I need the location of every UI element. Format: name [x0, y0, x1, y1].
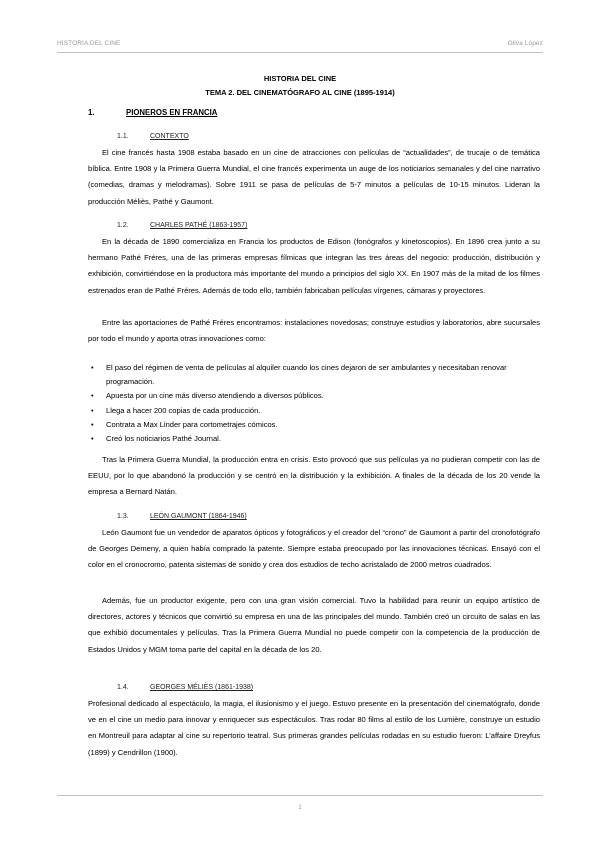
subsection-title: LEÓN GAUMONT (1864-1946) — [150, 513, 247, 520]
paragraph: Tras la Primera Guerra Mundial, la producción entra en crisis. Esto provocó que sus películas ya no pudieran competir con las de EEUU, por lo que abandonó la producción y se centró en la distribución y la exhibición. A finales de la década de los 20 vende la empresa a Bernard Natán. — [88, 455, 540, 497]
subsection-heading — [117, 133, 189, 140]
list-item-text: Contrata a Max Linder para cortometrajes cómicos. — [106, 419, 278, 429]
document-titles — [0, 72, 600, 100]
list-item — [88, 432, 540, 446]
paragraph: Profesional dedicado al espectáculo, la magia, el ilusionismo y el juego. Estuvo presente en la presentación del cinematógrafo, donde ve en el cine un medio para innovar y enriquecer sus espectáculos. Tras rodar 80 films al estilo de los Lumière, construye un estudio en Montreuil para adaptar al cine su repertorio teatral. Sus primeras grandes películas rodadas en su estudio fueron: L’affaire Dreyfus (1899) y Cendrillon (1900). — [88, 699, 540, 757]
list-item-text: El paso del régimen de venta de películas al alquiler cuando los cines dejaron de ser ambulantes y necesitaban renovar programación. — [106, 363, 507, 387]
list-item — [88, 404, 540, 418]
list-item — [88, 361, 540, 389]
subsection-number: 1.4. — [117, 684, 129, 691]
subsection-number: 1.1. — [117, 133, 129, 140]
paragraph: Además, fue un productor exigente, pero con una gran visión comercial. Tuvo la habilidad para reunir un equipo artístico de directores, actores y técnicos que convirtió su empresa en una de las principales del mundo. También creó un circuito de salas en las que exhibió documentales y películas. Tras la Primera Guerra Mundial no puede competir con la competencia de la producción de Estados Unidos y MGM toma parte del capital en la década de los 20. — [88, 596, 540, 654]
chapter-title: TEMA 2. DEL CINEMATÓGRAFO AL CINE (1895-1914) — [205, 88, 395, 97]
paragraph: Entre las aportaciones de Pathé Fréres encontramos: instalaciones novedosas; construye estudios y laboratorios, abre sucursales por todo el mundo y aporta otras innovaciones como: — [88, 318, 540, 344]
section-number: 1. — [88, 108, 95, 117]
subsection-heading — [117, 684, 253, 691]
section-heading — [88, 108, 217, 117]
list-item — [88, 418, 540, 432]
document-title: HISTORIA DEL CINE — [263, 74, 337, 83]
page-number: 1 — [298, 804, 302, 811]
list-item-text: Apuesta por un cine más diverso atendiendo a diversos públicos. — [106, 391, 324, 401]
bullet-icon: • — [91, 419, 94, 429]
section-title: PIONEROS EN FRANCIA — [126, 108, 218, 117]
paragraph: En la década de 1890 comercializa en Francia los productos de Edison (fonógrafos y kinetoscopios). En 1896 crea junto a su hermano Pathé Fréres, una de las primeras empresas fílmicas que integran las tres áreas del negocio: producción, distribución y exhibición, convirtiéndose en la productora más importante del mundo a principios del siglo XX. En 1907 más de la mitad de los filmes estrenados eran de Pathé Fréres. Además de todo ello, también fabricaban películas vírgenes, cámaras y proyectores. — [88, 237, 540, 295]
bullet-icon: • — [91, 363, 94, 372]
header-divider — [57, 52, 543, 53]
list-item-text: Creó los noticiarios Pathé Journal. — [106, 434, 221, 444]
bullet-icon: • — [91, 434, 94, 444]
subsection-heading — [117, 222, 247, 229]
subsection-number: 1.2. — [117, 222, 129, 229]
paragraph: León Gaumont fue un vendedor de aparatos ópticos y fotográficos y el creador del “crono” de Gaumont a partir del cronofotógrafo de Georges Demeny, a quien había comprado la patente. Siempre estaba preocupado por las innovaciones técnicas. Ensayó con el color en el cronocromo, patenta sistemas de sonido y crea dos estudios de techo acristalado de 2000 metros cuadrados. — [88, 528, 540, 570]
subsection-title: GEORGES MÉLIÈS (1861-1938) — [150, 684, 254, 691]
subsection-heading — [117, 513, 247, 520]
bullet-icon: • — [91, 391, 94, 401]
paragraph: El cine francés hasta 1908 estaba basado en un cine de atracciones con películas de “actualidades”, de trucaje o de temática bíblica. Entre 1908 y la Primera Guerra Mundial, el cine francés experimenta un auge de los noticiarios semanales y del cine narrativo (comedias, dramas y melodramas). Sobre 1911 se pasa de películas de 5-7 minutos a películas de 10-15 minutos. Lideran la producción Méliès, Pathé y Gaumont. — [88, 148, 540, 206]
running-header-right: Oliva López — [507, 40, 543, 47]
bullet-list — [88, 361, 540, 446]
footer-divider — [57, 795, 543, 796]
subsection-number: 1.3. — [117, 513, 129, 520]
bullet-icon: • — [91, 405, 94, 415]
list-item — [88, 389, 540, 403]
running-header-left: HISTORIA DEL CINE — [57, 40, 121, 47]
list-item-text: Llega a hacer 200 copias de cada producción. — [106, 405, 261, 415]
subsection-title: CONTEXTO — [150, 133, 189, 140]
subsection-title: CHARLES PATHÉ (1863-1957) — [150, 222, 248, 229]
